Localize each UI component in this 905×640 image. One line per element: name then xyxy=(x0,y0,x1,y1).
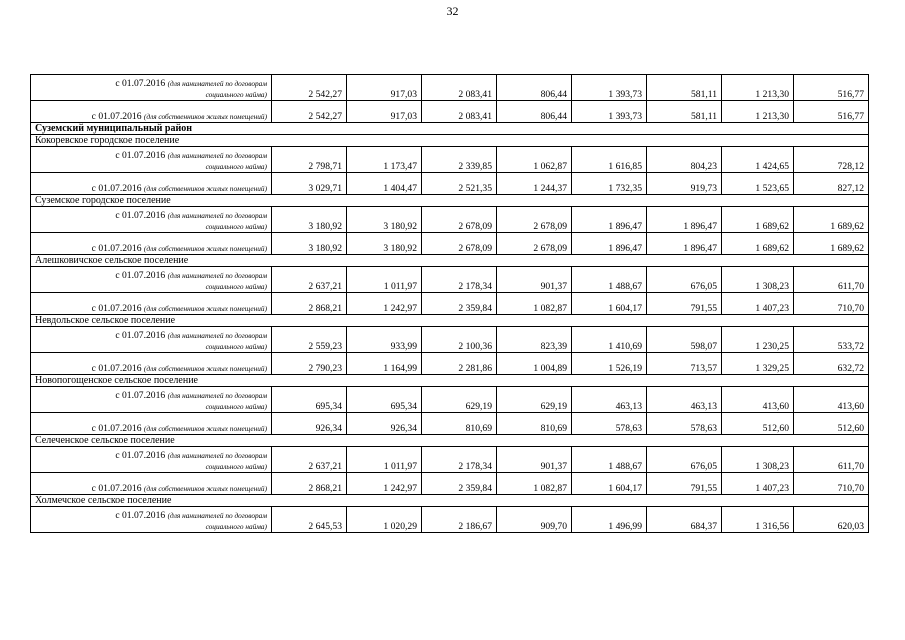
value-cell: 1 689,62 xyxy=(794,233,869,255)
value-cell: 806,44 xyxy=(497,75,572,101)
value-cell: 578,63 xyxy=(572,413,647,435)
row-note: социального найма) xyxy=(205,462,267,471)
settlement-title: Алешковичское сельское поселение xyxy=(31,255,869,267)
value-cell: 1 689,62 xyxy=(794,207,869,233)
value-cell: 2 542,27 xyxy=(272,75,347,101)
row-label-line xyxy=(35,89,267,100)
table-row xyxy=(31,173,869,195)
value-cell: 1 011,97 xyxy=(347,447,422,473)
value-cell: 1 604,17 xyxy=(572,293,647,315)
settlement-row xyxy=(31,195,869,207)
value-cell: 1 020,29 xyxy=(347,507,422,533)
value-cell: 2 678,09 xyxy=(422,233,497,255)
settlement-title: Новопогощенское сельское поселение xyxy=(31,375,869,387)
value-cell: 413,60 xyxy=(794,387,869,413)
value-cell: 516,77 xyxy=(794,101,869,123)
row-label-line xyxy=(35,461,267,472)
value-cell: 1 526,19 xyxy=(572,353,647,375)
value-cell: 3 180,92 xyxy=(347,207,422,233)
row-label xyxy=(31,267,272,293)
value-cell: 710,70 xyxy=(794,293,869,315)
page-number: 32 xyxy=(446,4,459,18)
row-label-line xyxy=(35,510,267,521)
table-body xyxy=(31,75,869,533)
table-row xyxy=(31,267,869,293)
value-cell: 1 230,25 xyxy=(722,327,794,353)
value-cell: 581,11 xyxy=(647,75,722,101)
value-cell: 676,05 xyxy=(647,447,722,473)
value-cell: 2 178,34 xyxy=(422,267,497,293)
value-cell: 713,57 xyxy=(647,353,722,375)
row-label-line xyxy=(35,401,267,412)
row-label xyxy=(31,353,272,375)
value-cell: 791,55 xyxy=(647,293,722,315)
value-cell: 578,63 xyxy=(647,413,722,435)
row-label-line xyxy=(35,521,267,532)
table-row xyxy=(31,207,869,233)
value-cell: 2 798,71 xyxy=(272,147,347,173)
value-cell: 1 732,35 xyxy=(572,173,647,195)
value-cell: 2 645,53 xyxy=(272,507,347,533)
value-cell: 1 164,99 xyxy=(347,353,422,375)
value-cell: 804,23 xyxy=(647,147,722,173)
table-row xyxy=(31,413,869,435)
row-date: с 01.07.2016 xyxy=(91,483,142,494)
value-cell: 2 083,41 xyxy=(422,75,497,101)
row-label-line xyxy=(35,423,267,434)
row-note: (для собственников жилых помещений) xyxy=(143,484,267,493)
value-cell: 2 521,35 xyxy=(422,173,497,195)
value-cell: 2 678,09 xyxy=(497,207,572,233)
value-cell: 2 178,34 xyxy=(422,447,497,473)
row-label-line xyxy=(35,78,267,89)
value-cell: 810,69 xyxy=(422,413,497,435)
value-cell: 1 488,67 xyxy=(572,447,647,473)
row-label-line xyxy=(35,221,267,232)
value-cell: 3 180,92 xyxy=(272,207,347,233)
table-row xyxy=(31,353,869,375)
row-date: с 01.07.2016 xyxy=(115,390,166,401)
value-cell: 512,60 xyxy=(794,413,869,435)
value-cell: 2 637,21 xyxy=(272,267,347,293)
table-row xyxy=(31,75,869,101)
row-note: (для нанимателей по договорам xyxy=(167,511,267,520)
value-cell: 632,72 xyxy=(794,353,869,375)
value-cell: 581,11 xyxy=(647,101,722,123)
row-note: (для нанимателей по договорам xyxy=(167,391,267,400)
settlement-title: Селеченское сельское поселение xyxy=(31,435,869,447)
value-cell: 1 604,17 xyxy=(572,473,647,495)
value-cell: 611,70 xyxy=(794,447,869,473)
value-cell: 1 407,23 xyxy=(722,473,794,495)
value-cell: 1 488,67 xyxy=(572,267,647,293)
value-cell: 1 410,69 xyxy=(572,327,647,353)
value-cell: 1 404,47 xyxy=(347,173,422,195)
value-cell: 1 242,97 xyxy=(347,293,422,315)
row-label xyxy=(31,447,272,473)
row-date: с 01.07.2016 xyxy=(115,210,166,221)
row-label-line xyxy=(35,111,267,122)
row-label-line xyxy=(35,270,267,281)
value-cell: 516,77 xyxy=(794,75,869,101)
value-cell: 1 082,87 xyxy=(497,473,572,495)
row-note: (для собственников жилых помещений) xyxy=(143,304,267,313)
row-note: социального найма) xyxy=(205,162,267,171)
value-cell: 1 689,62 xyxy=(722,207,794,233)
settlement-row xyxy=(31,495,869,507)
value-cell: 2 678,09 xyxy=(497,233,572,255)
value-cell: 827,12 xyxy=(794,173,869,195)
value-cell: 676,05 xyxy=(647,267,722,293)
row-date: с 01.07.2016 xyxy=(115,510,166,521)
value-cell: 684,37 xyxy=(647,507,722,533)
row-label-line xyxy=(35,281,267,292)
value-cell: 2 339,85 xyxy=(422,147,497,173)
row-note: (для собственников жилых помещений) xyxy=(143,112,267,121)
row-date: с 01.07.2016 xyxy=(91,243,142,254)
value-cell: 1 393,73 xyxy=(572,101,647,123)
row-date: с 01.07.2016 xyxy=(115,150,166,161)
row-label-line xyxy=(35,161,267,172)
value-cell: 1 213,30 xyxy=(722,75,794,101)
settlement-row xyxy=(31,255,869,267)
value-cell: 1 896,47 xyxy=(572,233,647,255)
value-cell: 620,03 xyxy=(794,507,869,533)
value-cell: 810,69 xyxy=(497,413,572,435)
row-label xyxy=(31,413,272,435)
value-cell: 901,37 xyxy=(497,447,572,473)
row-label xyxy=(31,75,272,101)
value-cell: 1 011,97 xyxy=(347,267,422,293)
row-note: (для собственников жилых помещений) xyxy=(143,184,267,193)
row-label-line xyxy=(35,330,267,341)
row-date: с 01.07.2016 xyxy=(115,78,166,89)
row-note: социального найма) xyxy=(205,342,267,351)
row-date: с 01.07.2016 xyxy=(115,270,166,281)
row-label xyxy=(31,293,272,315)
row-label-line xyxy=(35,483,267,494)
value-cell: 1 896,47 xyxy=(647,207,722,233)
row-note: социального найма) xyxy=(205,282,267,291)
value-cell: 1 213,30 xyxy=(722,101,794,123)
value-cell: 2 790,23 xyxy=(272,353,347,375)
value-cell: 1 308,23 xyxy=(722,447,794,473)
value-cell: 806,44 xyxy=(497,101,572,123)
table-row xyxy=(31,233,869,255)
settlement-title: Холмечское сельское поселение xyxy=(31,495,869,507)
value-cell: 901,37 xyxy=(497,267,572,293)
value-cell: 1 424,65 xyxy=(722,147,794,173)
value-cell: 1 242,97 xyxy=(347,473,422,495)
value-cell: 2 281,86 xyxy=(422,353,497,375)
value-cell: 933,99 xyxy=(347,327,422,353)
value-cell: 1 316,56 xyxy=(722,507,794,533)
row-note: (для нанимателей по договорам xyxy=(167,331,267,340)
value-cell: 629,19 xyxy=(497,387,572,413)
row-label-line xyxy=(35,210,267,221)
row-label xyxy=(31,173,272,195)
value-cell: 2 083,41 xyxy=(422,101,497,123)
value-cell: 2 678,09 xyxy=(422,207,497,233)
row-note: (для собственников жилых помещений) xyxy=(143,424,267,433)
row-note: (для нанимателей по договорам xyxy=(167,451,267,460)
row-label xyxy=(31,387,272,413)
row-label xyxy=(31,233,272,255)
row-label-line xyxy=(35,243,267,254)
value-cell: 2 186,67 xyxy=(422,507,497,533)
row-note: (для нанимателей по договорам xyxy=(167,271,267,280)
value-cell: 1 407,23 xyxy=(722,293,794,315)
district-row xyxy=(31,123,869,135)
row-note: (для нанимателей по договорам xyxy=(167,79,267,88)
row-label xyxy=(31,101,272,123)
row-label xyxy=(31,507,272,533)
value-cell: 926,34 xyxy=(347,413,422,435)
value-cell: 1 616,85 xyxy=(572,147,647,173)
table-row xyxy=(31,387,869,413)
settlement-row xyxy=(31,375,869,387)
row-label-line xyxy=(35,303,267,314)
value-cell: 413,60 xyxy=(722,387,794,413)
value-cell: 2 359,84 xyxy=(422,293,497,315)
settlement-row xyxy=(31,135,869,147)
row-note: (для нанимателей по договорам xyxy=(167,211,267,220)
row-date: с 01.07.2016 xyxy=(91,303,142,314)
row-note: (для собственников жилых помещений) xyxy=(143,244,267,253)
settlement-row xyxy=(31,435,869,447)
table-row xyxy=(31,147,869,173)
table-row xyxy=(31,327,869,353)
value-cell: 1 393,73 xyxy=(572,75,647,101)
value-cell: 909,70 xyxy=(497,507,572,533)
value-cell: 1 523,65 xyxy=(722,173,794,195)
table-row xyxy=(31,101,869,123)
value-cell: 728,12 xyxy=(794,147,869,173)
value-cell: 611,70 xyxy=(794,267,869,293)
table-row xyxy=(31,507,869,533)
value-cell: 2 542,27 xyxy=(272,101,347,123)
row-note: социального найма) xyxy=(205,222,267,231)
tariff-table xyxy=(30,74,869,533)
row-note: (для нанимателей по договорам xyxy=(167,151,267,160)
settlement-row xyxy=(31,315,869,327)
row-date: с 01.07.2016 xyxy=(91,363,142,374)
value-cell: 1 308,23 xyxy=(722,267,794,293)
value-cell: 1 082,87 xyxy=(497,293,572,315)
district-title: Суземский муниципальный район xyxy=(31,123,869,135)
value-cell: 629,19 xyxy=(422,387,497,413)
value-cell: 3 180,92 xyxy=(272,233,347,255)
table-row xyxy=(31,293,869,315)
value-cell: 926,34 xyxy=(272,413,347,435)
row-label-line xyxy=(35,341,267,352)
value-cell: 1 173,47 xyxy=(347,147,422,173)
value-cell: 1 896,47 xyxy=(572,207,647,233)
row-label xyxy=(31,473,272,495)
row-date: с 01.07.2016 xyxy=(91,423,142,434)
row-label xyxy=(31,207,272,233)
value-cell: 1 062,87 xyxy=(497,147,572,173)
value-cell: 3 180,92 xyxy=(347,233,422,255)
value-cell: 919,73 xyxy=(647,173,722,195)
value-cell: 533,72 xyxy=(794,327,869,353)
row-date: с 01.07.2016 xyxy=(115,450,166,461)
value-cell: 2 868,21 xyxy=(272,473,347,495)
value-cell: 791,55 xyxy=(647,473,722,495)
row-label-line xyxy=(35,450,267,461)
value-cell: 2 868,21 xyxy=(272,293,347,315)
row-label-line xyxy=(35,183,267,194)
value-cell: 2 637,21 xyxy=(272,447,347,473)
value-cell: 2 359,84 xyxy=(422,473,497,495)
row-label-line xyxy=(35,363,267,374)
row-note: социального найма) xyxy=(205,522,267,531)
row-date: с 01.07.2016 xyxy=(115,330,166,341)
row-date: с 01.07.2016 xyxy=(91,183,142,194)
value-cell: 1 896,47 xyxy=(647,233,722,255)
settlement-title: Суземское городское поселение xyxy=(31,195,869,207)
value-cell: 695,34 xyxy=(347,387,422,413)
value-cell: 710,70 xyxy=(794,473,869,495)
value-cell: 1 329,25 xyxy=(722,353,794,375)
value-cell: 695,34 xyxy=(272,387,347,413)
row-note: (для собственников жилых помещений) xyxy=(143,364,267,373)
settlement-title: Кокоревское городское поселение xyxy=(31,135,869,147)
value-cell: 2 100,36 xyxy=(422,327,497,353)
value-cell: 823,39 xyxy=(497,327,572,353)
value-cell: 1 689,62 xyxy=(722,233,794,255)
settlement-title: Невдольское сельское поселение xyxy=(31,315,869,327)
value-cell: 463,13 xyxy=(572,387,647,413)
value-cell: 463,13 xyxy=(647,387,722,413)
row-note: социального найма) xyxy=(205,90,267,99)
value-cell: 1 244,37 xyxy=(497,173,572,195)
table-row xyxy=(31,473,869,495)
row-label xyxy=(31,327,272,353)
row-label xyxy=(31,147,272,173)
value-cell: 1 004,89 xyxy=(497,353,572,375)
value-cell: 1 496,99 xyxy=(572,507,647,533)
value-cell: 917,03 xyxy=(347,75,422,101)
row-label-line xyxy=(35,150,267,161)
row-label-line xyxy=(35,390,267,401)
row-date: с 01.07.2016 xyxy=(91,111,142,122)
table-row xyxy=(31,447,869,473)
value-cell: 3 029,71 xyxy=(272,173,347,195)
value-cell: 512,60 xyxy=(722,413,794,435)
value-cell: 2 559,23 xyxy=(272,327,347,353)
value-cell: 917,03 xyxy=(347,101,422,123)
row-note: социального найма) xyxy=(205,402,267,411)
value-cell: 598,07 xyxy=(647,327,722,353)
